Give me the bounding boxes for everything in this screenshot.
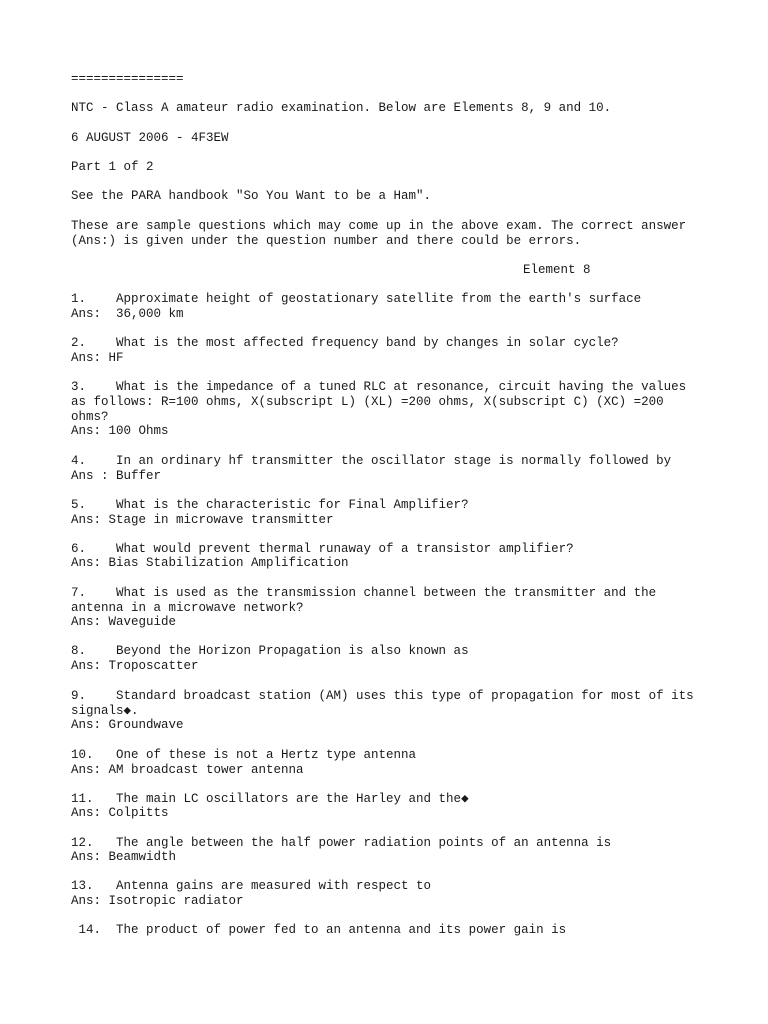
note-line: These are sample questions which may come up in the above exam. The correct answer [71,219,687,233]
question-3: as follows: R=100 ohms, X(subscript L) (XL) =200 ohms, X(subscript C) (XC) =200 [71,395,664,409]
question-3: 3. What is the impedance of a tuned RLC at resonance, circuit having the values [71,380,687,394]
answer-5: Ans: Stage in microwave transmitter [71,513,334,527]
question-12: 12. The angle between the half power radiation points of an antenna is [71,836,612,850]
question-8: 8. Beyond the Horizon Propagation is also known as [71,644,469,658]
question-1: 1. Approximate height of geostationary satellite from the earth's surface [71,292,642,306]
question-11: 11. The main LC oscillators are the Harley and the◆ [71,792,469,806]
answer-4: Ans : Buffer [71,469,162,483]
answer-13: Ans: Isotropic radiator [71,894,244,908]
question-7: antenna in a microwave network? [71,601,304,615]
reference-line: See the PARA handbook "So You Want to be a Ham". [71,189,432,203]
question-9: signals◆. [71,704,139,718]
document-part: Part 1 of 2 [71,160,154,174]
answer-12: Ans: Beamwidth [71,850,177,864]
answer-3: Ans: 100 Ohms [71,424,169,438]
question-5: 5. What is the characteristic for Final Amplifier? [71,498,469,512]
answer-10: Ans: AM broadcast tower antenna [71,763,304,777]
question-2: 2. What is the most affected frequency band by changes in solar cycle? [71,336,619,350]
answer-9: Ans: Groundwave [71,718,184,732]
answer-8: Ans: Troposcatter [71,659,199,673]
separator-line: =============== [71,72,184,86]
element-heading: Element 8 [523,263,591,277]
note-line: (Ans:) is given under the question number and there could be errors. [71,234,582,248]
document-date: 6 AUGUST 2006 - 4F3EW [71,131,229,145]
answer-6: Ans: Bias Stabilization Amplification [71,556,349,570]
question-7: 7. What is used as the transmission channel between the transmitter and the [71,586,657,600]
question-4: 4. In an ordinary hf transmitter the oscillator stage is normally followed by [71,454,672,468]
question-6: 6. What would prevent thermal runaway of a transistor amplifier? [71,542,574,556]
question-9: 9. Standard broadcast station (AM) uses this type of propagation for most of its [71,689,694,703]
question-13: 13. Antenna gains are measured with respect to [71,879,432,893]
answer-2: Ans: HF [71,351,124,365]
question-10: 10. One of these is not a Hertz type antenna [71,748,417,762]
document-title: NTC - Class A amateur radio examination. Below are Elements 8, 9 and 10. [71,101,612,115]
question-14: 14. The product of power fed to an antenna and its power gain is [71,923,567,937]
question-3: ohms? [71,410,109,424]
answer-11: Ans: Colpitts [71,806,169,820]
answer-7: Ans: Waveguide [71,615,177,629]
answer-1: Ans: 36,000 km [71,307,184,321]
